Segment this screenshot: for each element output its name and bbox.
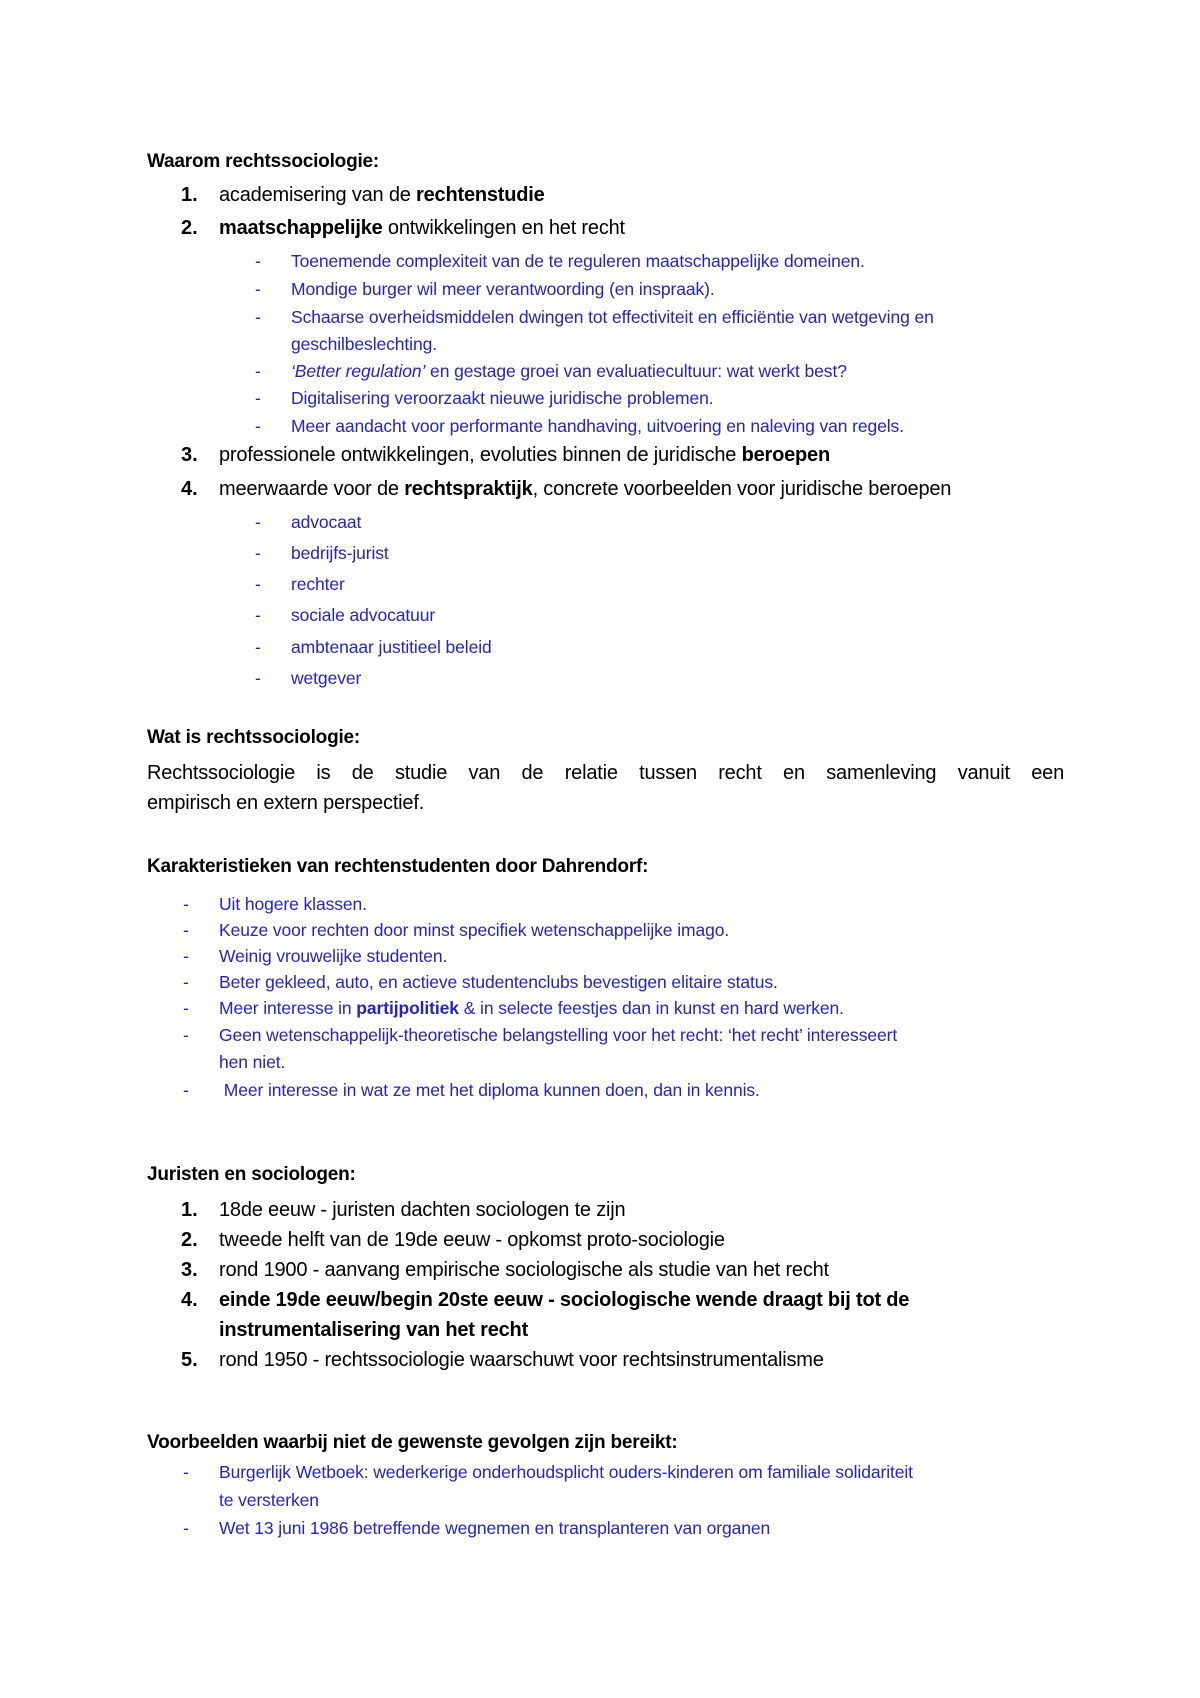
bullet-dash: - <box>255 605 261 625</box>
section-heading-waarom: Waarom rechtssociologie: <box>147 151 380 172</box>
bullet-dash: - <box>183 946 189 966</box>
bullet-dash: - <box>183 1080 189 1100</box>
bullet-dash: - <box>255 307 261 327</box>
item-text: einde 19de eeuw/begin 20ste eeuw - sociologische wende draagt bij tot de <box>219 1289 910 1311</box>
section-heading-juristen: Juristen en sociologen: <box>147 1164 356 1185</box>
definition-line: Rechtssociologie is de studie van de relatie tussen recht en samenleving vanuit een <box>147 762 1064 784</box>
bullet-text: Toenemende complexiteit van de te reguleren maatschappelijke domeinen. <box>291 251 865 271</box>
item-number: 5. <box>181 1349 198 1371</box>
bullet-text: Mondige burger wil meer verantwoording (en inspraak). <box>291 279 715 299</box>
item-text: 18de eeuw - juristen dachten sociologen te zijn <box>219 1199 626 1221</box>
bullet-dash: - <box>255 637 261 657</box>
section-heading-karakteristieken: Karakteristieken van rechtenstudenten door Dahrendorf: <box>147 856 649 877</box>
bullet-dash: - <box>183 998 189 1018</box>
item-number: 3. <box>181 1259 198 1281</box>
bullet-text: Keuze voor rechten door minst specifiek wetenschappelijke imago. <box>219 920 730 940</box>
section-heading-wat-is: Wat is rechtssociologie: <box>147 727 361 748</box>
bullet-text: Meer interesse in partijpolitiek & in selecte feestjes dan in kunst en hard werken. <box>219 998 844 1018</box>
bullet-text: Wet 13 juni 1986 betreffende wegnemen en transplanteren van organen <box>219 1518 771 1538</box>
section-heading-voorbeelden: Voorbeelden waarbij niet de gewenste gevolgen zijn bereikt: <box>147 1432 678 1453</box>
bullet-text-continued: geschilbeslechting. <box>291 334 437 354</box>
item-number: 2. <box>181 1229 198 1251</box>
item-number: 4. <box>181 478 198 500</box>
item-text: rond 1950 - rechtssociologie waarschuwt voor rechtsinstrumentalisme <box>219 1349 824 1371</box>
bullet-dash: - <box>183 972 189 992</box>
bullet-dash: - <box>183 894 189 914</box>
item-text-continued: instrumentalisering van het recht <box>219 1319 529 1341</box>
bullet-dash: - <box>255 574 261 594</box>
bullet-text: rechter <box>291 574 345 594</box>
bullet-dash: - <box>255 361 261 381</box>
bullet-text: Burgerlijk Wetboek: wederkerige onderhoudsplicht ouders-kinderen om familiale solidariteit <box>219 1462 913 1482</box>
bullet-dash: - <box>183 1518 189 1538</box>
bullet-text: ambtenaar justitieel beleid <box>291 637 492 657</box>
bullet-text: Meer interesse in wat ze met het diploma kunnen doen, dan in kennis. <box>219 1080 760 1100</box>
bullet-dash: - <box>255 388 261 408</box>
bullet-text: wetgever <box>291 668 362 688</box>
bullet-text: Beter gekleed, auto, en actieve studentenclubs bevestigen elitaire status. <box>219 972 778 992</box>
item-text: tweede helft van de 19de eeuw - opkomst proto-sociologie <box>219 1229 725 1251</box>
bullet-dash: - <box>183 1025 189 1045</box>
item-text: professionele ontwikkelingen, evoluties binnen de juridische beroepen <box>219 444 830 466</box>
bullet-dash: - <box>255 416 261 436</box>
bullet-text-continued: te versterken <box>219 1490 319 1510</box>
bullet-dash: - <box>255 279 261 299</box>
item-number: 3. <box>181 444 198 466</box>
bullet-text: Digitalisering veroorzaakt nieuwe juridische problemen. <box>291 388 714 408</box>
bullet-text: ‘Better regulation’ en gestage groei van evaluatiecultuur: wat werkt best? <box>291 361 847 381</box>
bullet-text: Schaarse overheidsmiddelen dwingen tot effectiviteit en efficiëntie van wetgeving en <box>291 307 934 327</box>
bullet-text-continued: hen niet. <box>219 1052 286 1072</box>
bullet-dash: - <box>183 920 189 940</box>
bullet-dash: - <box>255 251 261 271</box>
item-text: academisering van de rechtenstudie <box>219 184 545 206</box>
item-text: rond 1900 - aanvang empirische sociologische als studie van het recht <box>219 1259 829 1281</box>
bullet-text: sociale advocatuur <box>291 605 436 625</box>
bullet-text: bedrijfs-jurist <box>291 543 389 563</box>
item-text: meerwaarde voor de rechtspraktijk, concrete voorbeelden voor juridische beroepen <box>219 478 952 500</box>
item-number: 2. <box>181 217 198 239</box>
bullet-dash: - <box>183 1462 189 1482</box>
item-number: 1. <box>181 184 198 206</box>
bullet-dash: - <box>255 543 261 563</box>
definition-line: empirisch en extern perspectief. <box>147 792 425 814</box>
bullet-text: advocaat <box>291 512 362 532</box>
bullet-text: Geen wetenschappelijk-theoretische belangstelling voor het recht: ‘het recht’ interesseert <box>219 1025 898 1045</box>
bullet-text: Weinig vrouwelijke studenten. <box>219 946 448 966</box>
item-text: maatschappelijke ontwikkelingen en het recht <box>219 217 625 239</box>
bullet-dash: - <box>255 668 261 688</box>
bullet-text: Uit hogere klassen. <box>219 894 367 914</box>
item-number: 1. <box>181 1199 198 1221</box>
bullet-dash: - <box>255 512 261 532</box>
item-number: 4. <box>181 1289 198 1311</box>
bullet-text: Meer aandacht voor performante handhaving, uitvoering en naleving van regels. <box>291 416 904 436</box>
